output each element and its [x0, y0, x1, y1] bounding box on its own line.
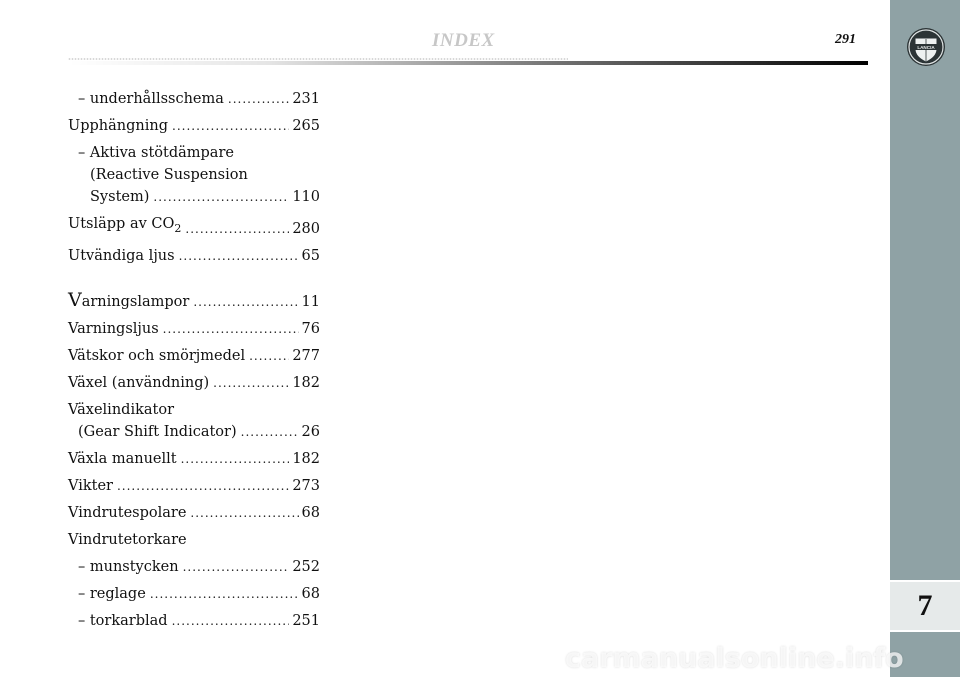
watermark: carmanualsonline.info	[565, 643, 904, 674]
sidebar	[890, 0, 960, 677]
header-dotted-line	[68, 58, 568, 60]
index-entry-upphangning[interactable]: Upphängning ..... 265	[68, 115, 320, 137]
index-list	[68, 88, 320, 632]
index-entry-aktiva-stotdampare[interactable]: – Aktiva stötdämpare (Reactive Suspension System) ..... 110	[68, 142, 320, 208]
index-entry-vaxel-anvandning[interactable]: Växel (användning) ..... 182	[68, 372, 320, 394]
index-entry-utvandiga-ljus[interactable]: Utvändiga ljus ..... 65	[68, 245, 320, 267]
index-entry-varningsljus[interactable]: Varningsljus ..... 76	[68, 318, 320, 340]
header-rule	[68, 61, 868, 65]
index-entry-vaxla-manuellt[interactable]: Växla manuellt ..... 182	[68, 448, 320, 470]
index-entry-munstycken[interactable]: – munstycken ..... 252	[68, 556, 320, 578]
index-entry-utslapp-co2[interactable]: Utsläpp av $CO_2$ ..... 280	[68, 213, 320, 240]
index-entry-varningslampor[interactable]: Varningslampor ..... 11	[68, 289, 320, 313]
logo-text: LANCIA	[917, 44, 935, 50]
index-entry-torkarblad[interactable]: – torkarblad ..... 251	[68, 610, 320, 632]
index-entry-vikter[interactable]: Vikter ..... 273	[68, 475, 320, 497]
page-number: 291	[835, 32, 856, 47]
index-entry-vatskor[interactable]: Vätskor och smörjmedel ..... 277	[68, 345, 320, 367]
lancia-logo	[906, 27, 946, 67]
index-entry-vindrutespolare[interactable]: Vindrutespolare ..... 68	[68, 502, 320, 524]
chapter-tab[interactable]: 7	[890, 580, 960, 632]
index-entry-reglage[interactable]: – reglage ..... 68	[68, 583, 320, 605]
header-title: INDEX	[432, 30, 495, 51]
index-entry-vaxelindikator[interactable]: Växelindikator (Gear Shift Indicator) ..... 26	[68, 399, 320, 443]
index-entry-underhallsschema[interactable]: – underhållsschema ..... 231	[68, 88, 320, 110]
index-heading-vindrutetorkare: Vindrutetorkare	[68, 531, 187, 548]
